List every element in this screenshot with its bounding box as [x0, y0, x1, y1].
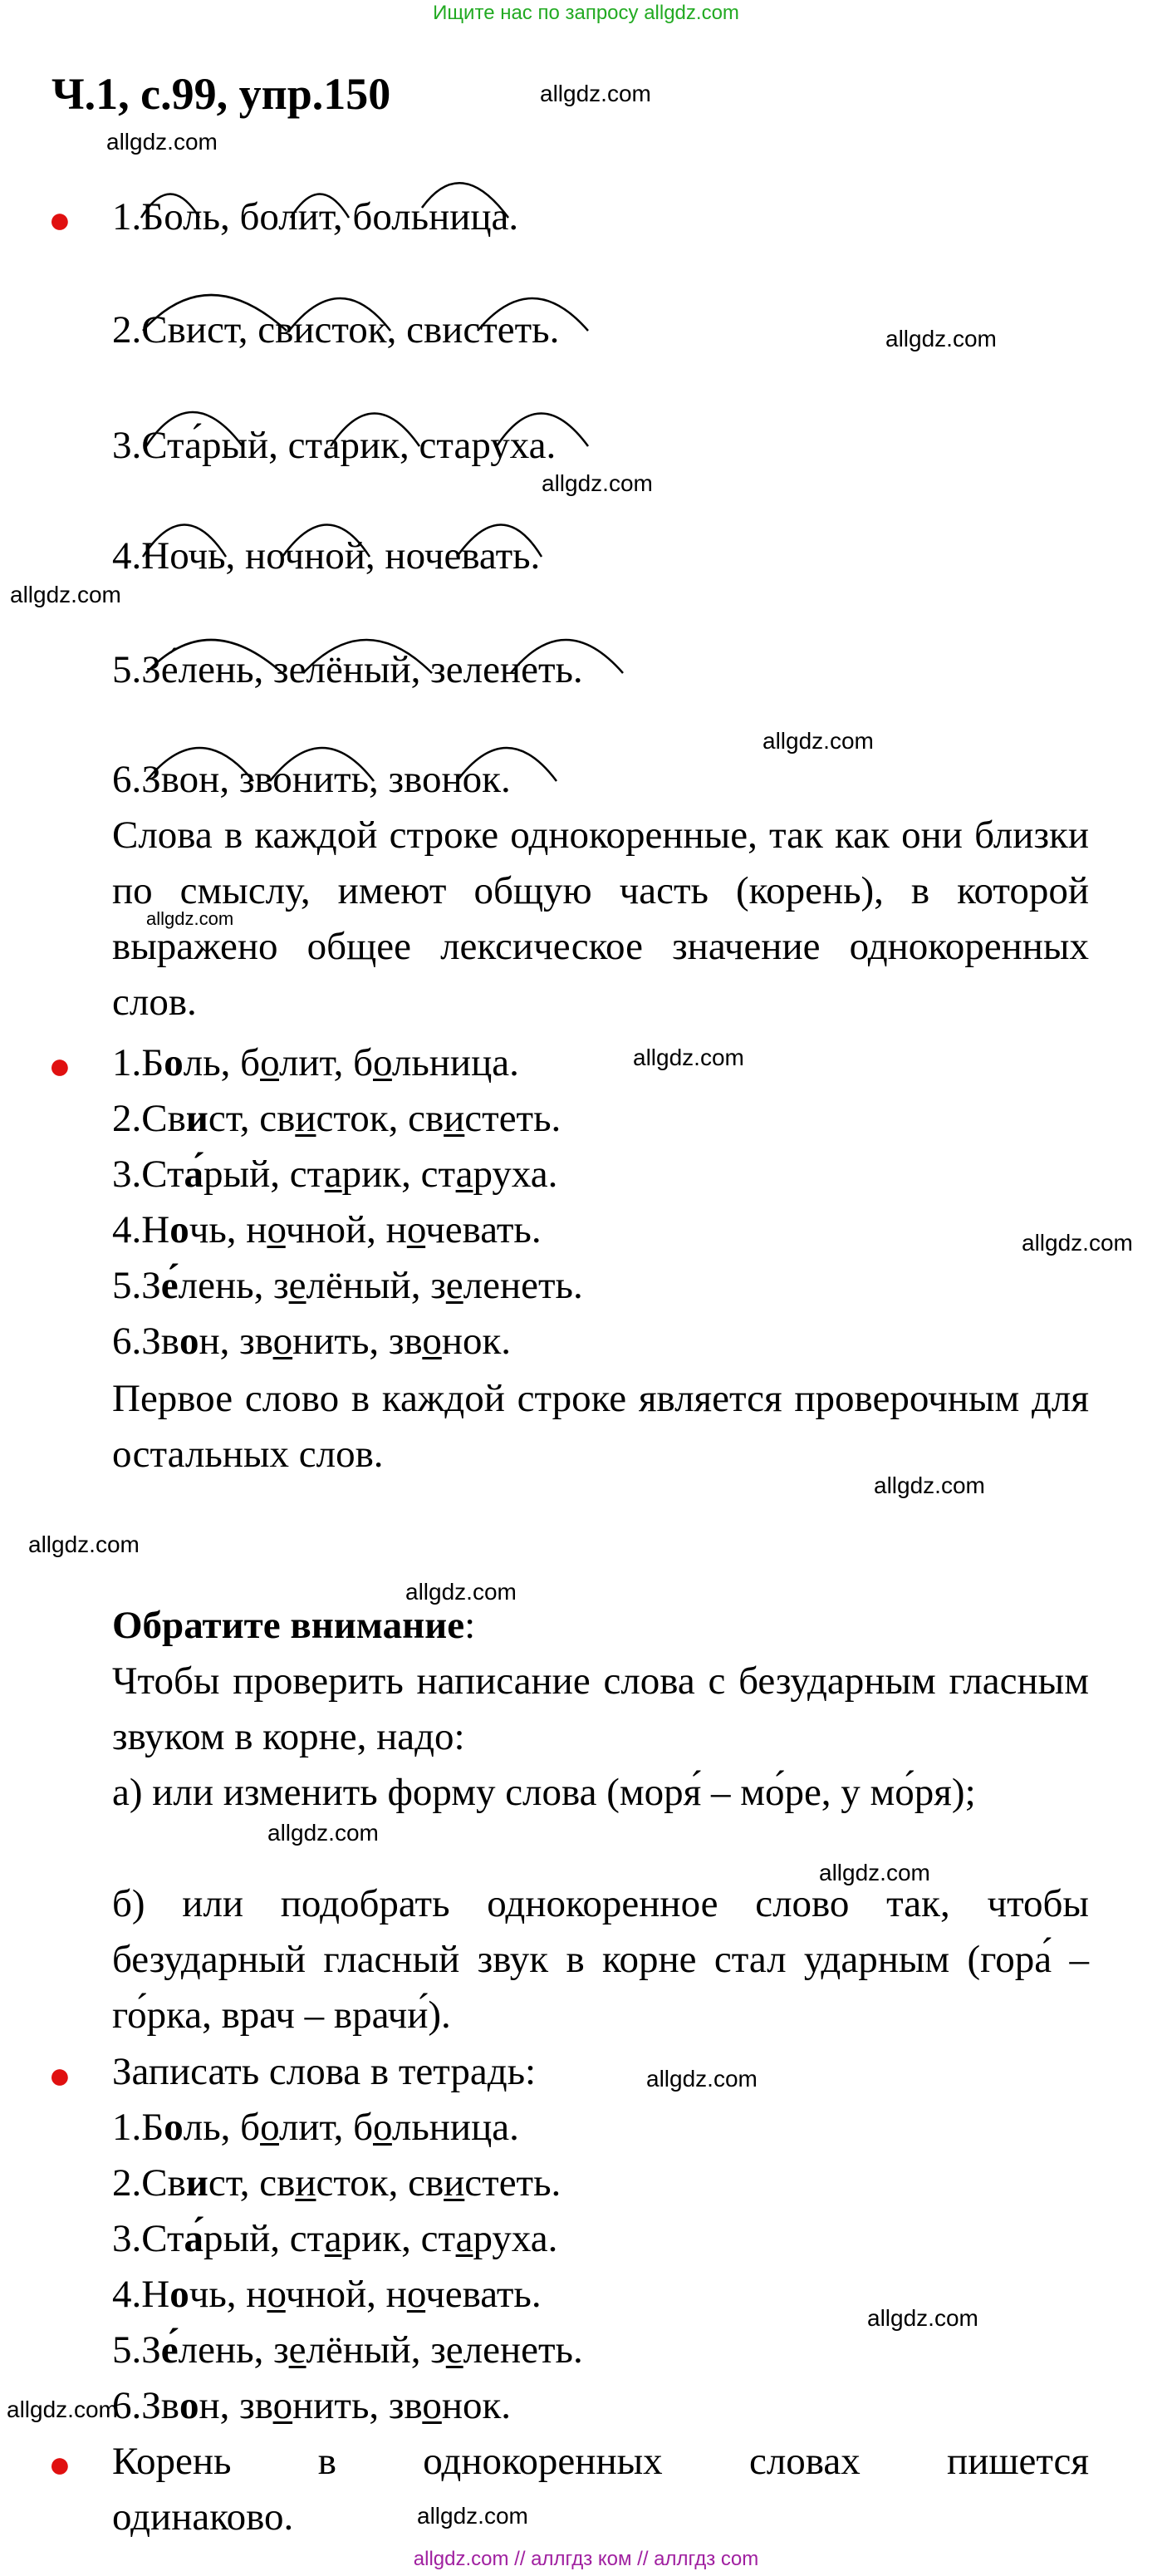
list-item: 5.Зе́лень, зелёный, зеленеть.: [112, 1264, 583, 1307]
section3-intro: Записать слова в тетрадь:: [112, 2050, 537, 2093]
watermark: allgdz.com: [633, 1045, 744, 1070]
conclusion-2: Первое слово в каждой строке является проверочным для остальных слов.: [112, 1377, 1089, 1476]
list-item: 5.Зе́лень, зелёный, зеленеть.: [112, 648, 583, 691]
top-banner[interactable]: Ищите нас по запросу allgdz.com: [433, 2, 739, 24]
watermark: allgdz.com: [542, 470, 653, 496]
conclusion-3-line2: одинаково.: [112, 2495, 294, 2539]
watermark: allgdz.com: [819, 1860, 930, 1885]
watermark: allgdz.com: [267, 1820, 379, 1846]
list-item: 3.Ста́рый, старик, старуха.: [112, 424, 557, 467]
watermark: allgdz.com: [1022, 1230, 1133, 1256]
watermark: allgdz.com: [146, 908, 234, 929]
bullet-icon: ●: [48, 1045, 71, 1087]
bullet-icon: ●: [48, 2054, 71, 2097]
conclusion-1: Слова в каждой строке однокоренные, так как они близки по смыслу, имеют общую часть (корень), в которой выражено общее лексическое значение однокоренных слов.: [112, 814, 1089, 1024]
watermark: allgdz.com: [106, 129, 218, 155]
watermark: allgdz.com: [7, 2397, 118, 2422]
bullet-icon: ●: [48, 199, 71, 241]
note-option-a: а) или изменить форму слова (моря́ – мо́ре, у мо́ря);: [112, 1771, 976, 1814]
note-text: Чтобы проверить написание слова с безударным гласным звуком в корне, надо:: [112, 1659, 1089, 1758]
list-item: 2.Свист, свисток, свистеть.: [112, 308, 560, 351]
list-item: 4.Ночь, ночной, ночевать.: [112, 534, 541, 578]
list-item: 3.Ста́рый, старик, старуха.: [112, 2217, 558, 2260]
watermark: allgdz.com: [417, 2503, 528, 2529]
watermark: allgdz.com: [885, 326, 997, 351]
list-item: 1.Боль, болит, больница.: [112, 2106, 519, 2149]
list-item: 2.Свист, свисток, свистеть.: [112, 2161, 561, 2205]
watermark: allgdz.com: [28, 1531, 140, 1557]
list-item: 6.Звон, звонить, звонок.: [112, 758, 511, 801]
page-title: Ч.1, с.99, упр.150: [51, 69, 391, 119]
note-heading: Обратите внимание:: [112, 1604, 476, 1647]
list-item: 1.Боль, болит, больница.: [112, 1041, 519, 1084]
bullet-icon: ●: [48, 2443, 71, 2485]
note-option-b: б) или подобрать однокоренное слово так, чтобы безударный гласный звук в корне стал ударным (гора́ – го́рка, врач – врачи́).: [112, 1882, 1089, 2037]
list-item: 5.Зе́лень, зелёный, зеленеть.: [112, 2328, 583, 2372]
list-item: 6.Звон, звонить, звонок.: [112, 1320, 512, 1363]
list-item: 4.Ночь, ночной, ночевать.: [112, 1208, 542, 1251]
list-item: 6.Звон, звонить, звонок.: [112, 2384, 512, 2427]
watermark: allgdz.com: [405, 1579, 517, 1605]
conclusion-3-line1: Корень в однокоренных словах пишется: [112, 2440, 1089, 2483]
bottom-banner[interactable]: allgdz.com // аллгдз ком // аллгдз com: [413, 2548, 759, 2570]
list-item: 1.Боль, болит, больница.: [112, 195, 519, 238]
list-item: 2.Свист, свисток, свистеть.: [112, 1097, 561, 1140]
watermark: allgdz.com: [874, 1472, 985, 1498]
watermark: allgdz.com: [646, 2066, 758, 2092]
watermark: allgdz.com: [10, 582, 121, 607]
root-arcs: [0, 0, 1172, 831]
watermark: allgdz.com: [867, 2305, 978, 2331]
list-item: 3.Ста́рый, старик, старуха.: [112, 1153, 558, 1196]
watermark: allgdz.com: [763, 728, 874, 754]
watermark: allgdz.com: [540, 81, 651, 106]
list-item: 4.Ночь, ночной, ночевать.: [112, 2273, 542, 2316]
